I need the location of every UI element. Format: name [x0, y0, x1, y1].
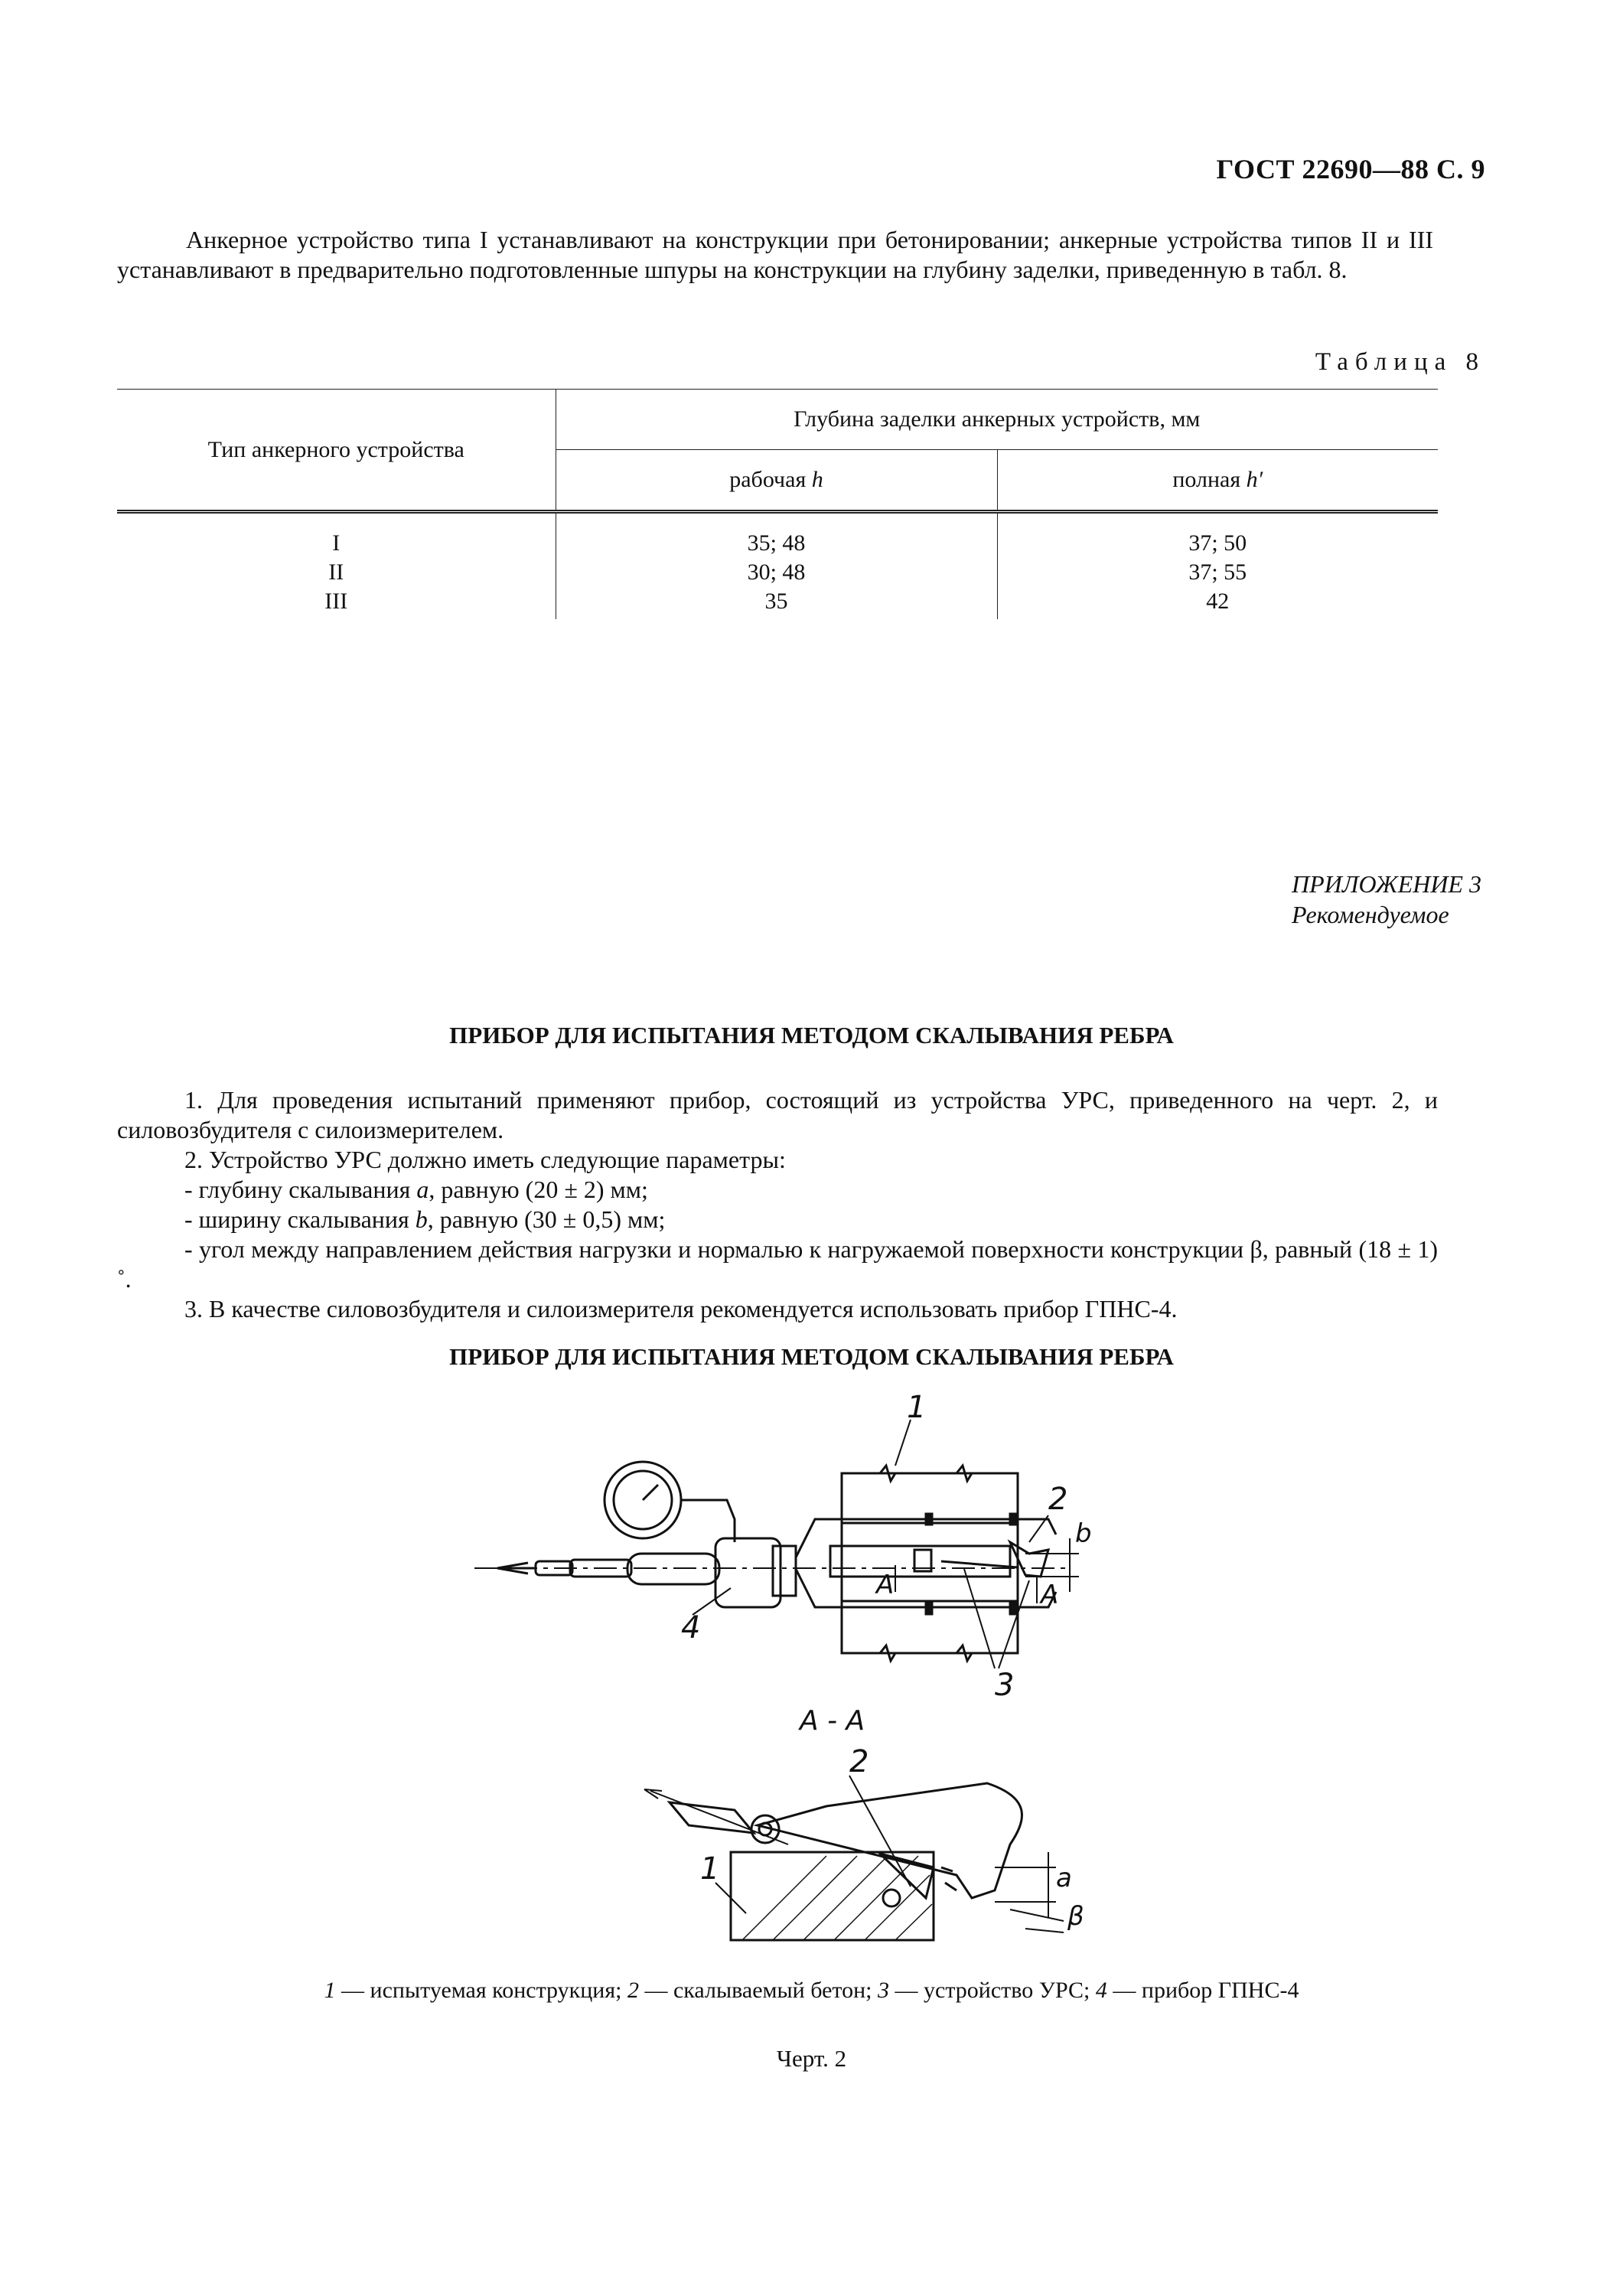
device-drawing: [0, 1393, 1623, 1959]
section-mark-right: A: [1041, 1580, 1059, 1610]
item-1: 1. Для проведения испытаний применяют прибор, состоящий из устройства УРС, приведенного на черт. 2, и силовозбудителя с силоизмерителем.: [117, 1086, 1438, 1143]
dash-1-text-b: , равную (20 ± 2) мм;: [429, 1176, 648, 1203]
anchor-depth-table: [117, 389, 1438, 619]
label-2-top: 2: [1048, 1482, 1068, 1517]
full-depth-symbol: h′: [1246, 467, 1263, 492]
legend-text: — испытуемая конструкция;: [335, 1978, 627, 2003]
document-header: ГОСТ 22690—88 С. 9: [1216, 154, 1485, 184]
beta-label: β: [1067, 1901, 1084, 1932]
section-items: [117, 1085, 1438, 1324]
dash-2-text-b: , равную (30 ± 0,5) мм;: [427, 1205, 666, 1233]
cell-work: 30; 48: [556, 558, 997, 587]
item-2-dash-2: [117, 1205, 1438, 1234]
legend-num: 4: [1095, 1978, 1107, 2003]
header-anchor-type: Тип анкерного устройства: [117, 390, 556, 512]
appendix-block: [1292, 869, 1481, 930]
cell-work: 35; 48: [556, 512, 997, 559]
cell-type: III: [324, 589, 348, 614]
item-2-dash-3: - угол между направлением действия нагрузки и нормалью к нагружаемой поверхности конструкции β, равный (18 ± 1) ˚.: [117, 1235, 1438, 1293]
table-row: [117, 558, 1438, 587]
working-depth-symbol: h: [811, 467, 823, 492]
legend-text: — устройство УРС;: [889, 1978, 1096, 2003]
label-3: 3: [995, 1668, 1015, 1703]
cell-type: I: [332, 530, 341, 556]
dash-2-text-a: - ширину скалывания: [184, 1205, 416, 1233]
legend-num: 1: [324, 1978, 336, 2003]
item-3: 3. В качестве силовозбудителя и силоизмерителя рекомендуется использовать прибор ГПНС-4.: [184, 1295, 1178, 1322]
dash-1-text-a: - глубину скалывания: [184, 1176, 417, 1203]
appendix-label: ПРИЛОЖЕНИЕ 3: [1292, 870, 1481, 898]
construction-block-top-view: [842, 1466, 1018, 1661]
header-depth-group: Глубина заделки анкерных устройств, мм: [556, 390, 1438, 450]
header-working-depth: [556, 450, 997, 512]
appendix-status: Рекомендуемое: [1292, 901, 1449, 928]
figure-title: ПРИБОР ДЛЯ ИСПЫТАНИЯ МЕТОДОМ СКАЛЫВАНИЯ РЕБРА: [449, 1343, 1174, 1370]
cell-full: 42: [997, 587, 1438, 619]
table-row: [117, 512, 1438, 559]
item-2: 2. Устройство УРС должно иметь следующие параметры:: [184, 1146, 786, 1173]
full-depth-label: полная: [1172, 467, 1241, 492]
section-mark-left: A: [876, 1570, 895, 1600]
dim-a-label: a: [1056, 1863, 1072, 1893]
legend-text: — скалываемый бетон;: [638, 1978, 878, 2003]
dash-2-symbol: b: [415, 1205, 428, 1233]
intro-text: Анкерное устройство типа I устанавливают на конструкции при бетонировании; анкерные устройства типов II и III устанавливают в предварительно подготовленные шпуры на конструкции на глубину заделки, приведенную в табл. 8.: [117, 226, 1433, 283]
label-4: 4: [681, 1610, 701, 1645]
dim-b-label: b: [1075, 1518, 1092, 1549]
header-full-depth: [997, 450, 1438, 512]
cell-full: 37; 55: [997, 558, 1438, 587]
label-1-section: 1: [700, 1851, 720, 1887]
label-2-section: 2: [849, 1744, 869, 1779]
table-row: [117, 587, 1438, 619]
cell-work: 35: [556, 587, 997, 619]
intro-paragraph: [117, 225, 1433, 285]
gpns4-device: [497, 1462, 796, 1607]
dash-1-symbol: a: [416, 1176, 429, 1203]
construction-block-section: [731, 1852, 934, 1940]
legend-num: 2: [627, 1978, 639, 2003]
working-depth-label: рабочая: [729, 467, 807, 492]
item-2-dash-1: [117, 1175, 1438, 1205]
section-a-a-title: A - A: [800, 1705, 865, 1737]
figure-legend: [0, 1978, 1623, 2004]
cell-full: 37; 50: [997, 512, 1438, 559]
section-title: ПРИБОР ДЛЯ ИСПЫТАНИЯ МЕТОДОМ СКАЛЫВАНИЯ РЕБРА: [449, 1022, 1174, 1049]
cell-type: II: [328, 559, 344, 585]
label-1-top: 1: [907, 1393, 927, 1425]
legend-text: — прибор ГПНС-4: [1106, 1978, 1299, 2003]
legend-num: 3: [878, 1978, 890, 2003]
table-caption: Таблица 8: [1315, 348, 1485, 376]
figure-caption: Черт. 2: [776, 2045, 847, 2072]
